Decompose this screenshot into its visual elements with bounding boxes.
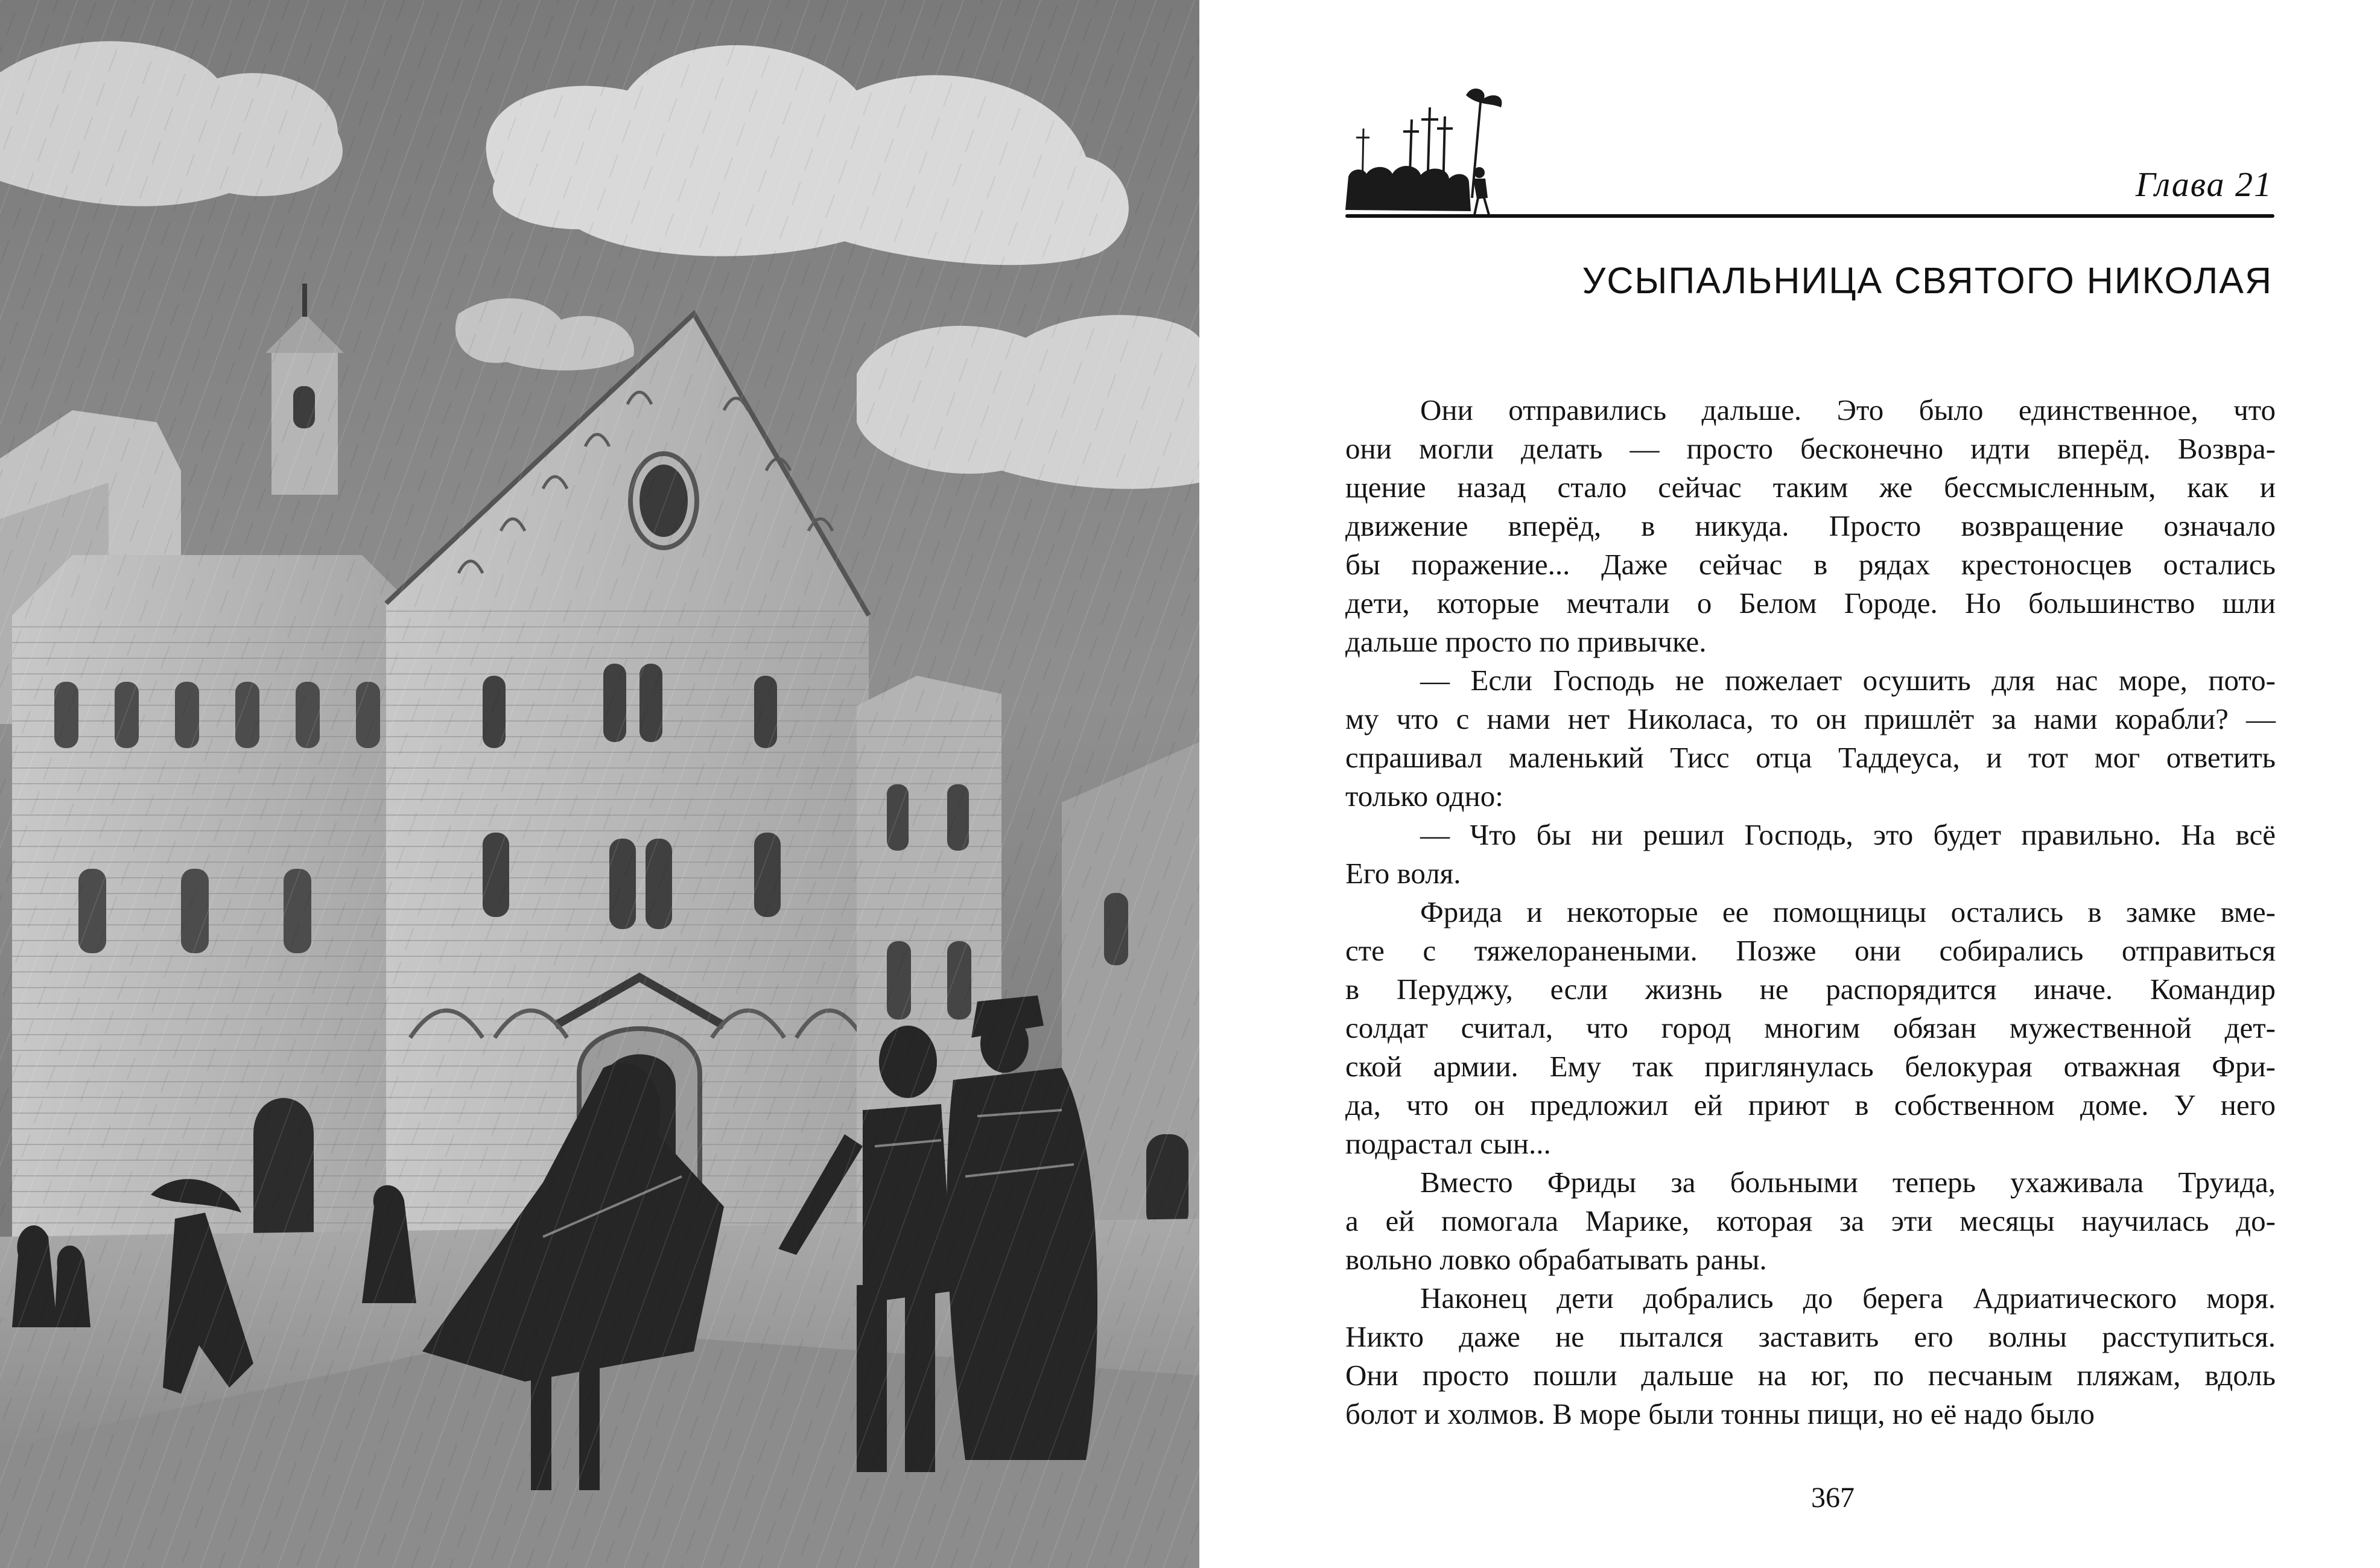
text-line: Они просто пошли дальше на юг, по песчаным пляжам, вдоль [1345, 1359, 2276, 1392]
text-line: в Перуджу, если жизнь не распорядится иначе. Командир [1345, 973, 2276, 1006]
text-line: Фрида и некоторые ее помощницы остались в замке вме- [1420, 895, 2276, 928]
text-line: Наконец дети добрались до берега Адриатического моря. [1420, 1281, 2276, 1315]
paragraph [1345, 391, 2276, 661]
text-line: щение назад стало сейчас таким же бессмысленным, как и [1345, 471, 2276, 504]
text-line: да, что он предложил ей приют в собственном доме. У него [1345, 1088, 2276, 1122]
text-line: — Что бы ни решил Господь, это будет правильно. На всё [1420, 818, 2276, 851]
paragraph [1345, 661, 2276, 816]
text-line: сте с тяжелоранеными. Позже они собирались отправиться [1345, 934, 2276, 967]
paragraph [1345, 1279, 2276, 1433]
text-line: бы поражение... Даже сейчас в рядах крестоносцев остались [1345, 548, 2276, 581]
header-rule [1345, 214, 2274, 218]
text-line: дальше просто по привычке. [1345, 625, 1707, 658]
paragraph [1345, 1163, 2276, 1279]
chapter-label: Глава 21 [2135, 165, 2273, 204]
text-line: только одно: [1345, 779, 1503, 813]
paragraph [1345, 893, 2276, 1163]
text-line: дети, которые мечтали о Белом Городе. Но большинство шли [1345, 586, 2276, 620]
text-line: а ей помогала Марике, которая за эти месяцы научилась до- [1345, 1204, 2276, 1237]
text-line: они могли делать — просто бесконечно идти вперёд. Возвра- [1345, 432, 2276, 465]
crusaders-procession-vignette [1345, 71, 1518, 223]
paragraph [1345, 816, 2276, 893]
text-line: Они отправились дальше. Это было единственное, что [1420, 393, 2276, 427]
text-line: спрашивал маленький Тисс отца Таддеуса, и тот мог ответить [1345, 741, 2276, 774]
text-line: — Если Господь не пожелает осушить для нас море, пото- [1420, 664, 2276, 697]
text-line: Вместо Фриды за больными теперь ухаживала Труида, [1420, 1166, 2276, 1199]
text-page [1199, 0, 2380, 1568]
chapter-title: УСЫПАЛЬНИЦА СВЯТОГО НИКОЛАЯ [1582, 260, 2273, 301]
text-line: солдат считал, что город многим обязан мужественной дет- [1345, 1011, 2276, 1044]
text-line: болот и холмов. В море были тонны пищи, но её надо было [1345, 1397, 2095, 1430]
chapter-body [1345, 391, 2276, 1433]
text-line: движение вперёд, в никуда. Просто возвращение означало [1345, 509, 2276, 542]
text-line: Его воля. [1345, 857, 1461, 890]
page-number: 367 [1811, 1482, 1855, 1514]
text-line: подрастал сын... [1345, 1127, 1551, 1160]
text-line: вольно ловко обрабатывать раны. [1345, 1243, 1767, 1276]
text-line: му что с нами нет Николаса, то он пришлёт за нами корабли? — [1345, 702, 2276, 735]
text-line: Никто даже не пытался заставить его волны расступиться. [1345, 1320, 2276, 1353]
text-line: ской армии. Ему так приглянулась белокурая отважная Фри- [1345, 1050, 2276, 1083]
